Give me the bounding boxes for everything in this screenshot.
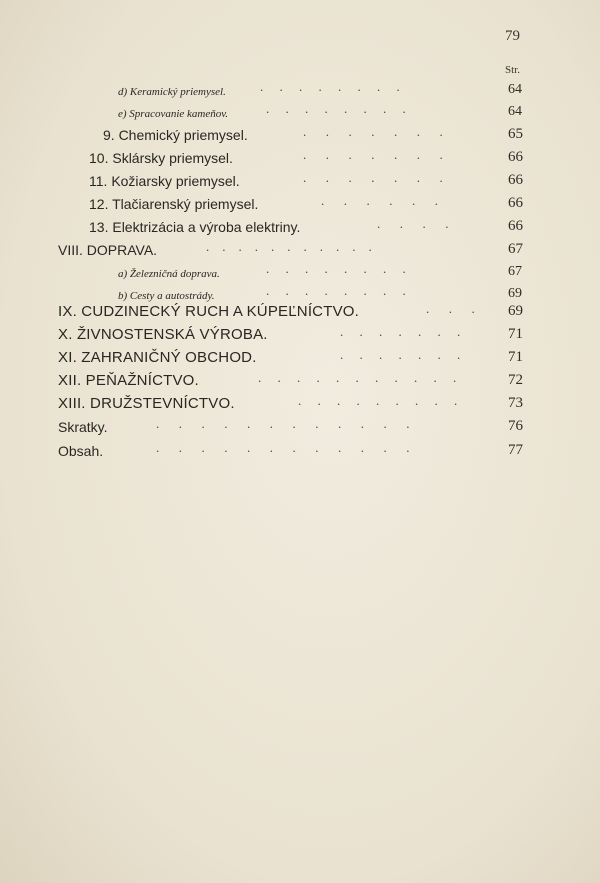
- toc-entry: [58, 238, 528, 258]
- toc-leader-dots: . . . .: [377, 216, 449, 231]
- toc-entry-page: 64: [508, 104, 522, 119]
- toc-entry: [118, 100, 528, 120]
- toc-entry: [118, 260, 528, 280]
- toc-entry: [89, 192, 528, 212]
- toc-leader-dots: . . . . . . .: [340, 324, 461, 339]
- toc-leader-dots: . . . . . . . .: [266, 261, 406, 276]
- toc-entry: [58, 392, 528, 412]
- toc-entry-page: 66: [508, 172, 523, 188]
- toc-entry-label: XI. ZAHRANIČNÝ OBCHOD.: [58, 349, 257, 366]
- toc-leader-dots: . . . . . . . . . . .: [258, 370, 457, 385]
- toc-entry: [89, 169, 528, 189]
- toc-entry-label: d) Keramický priemysel.: [118, 86, 226, 98]
- toc-entry: [89, 215, 528, 235]
- toc-entry-page: 69: [508, 286, 522, 301]
- toc-entry: [103, 123, 528, 143]
- toc-entry-label: 13. Elektrizácia a výroba elektriny.: [89, 219, 301, 235]
- toc-entry: [58, 346, 528, 366]
- page-column-header: Str.: [505, 64, 520, 76]
- toc-entry-page: 77: [508, 442, 523, 458]
- toc-entry: [58, 439, 528, 459]
- toc-entry-label: 11. Kožiarsky priemysel.: [89, 173, 240, 189]
- toc-entry-page: 66: [508, 218, 523, 234]
- toc-leader-dots: . . . . . . .: [340, 347, 461, 362]
- toc-leader-dots: . . . . . . . . .: [298, 393, 458, 408]
- toc-entry-label: b) Cesty a autostrády.: [118, 290, 215, 302]
- toc-entry-label: e) Spracovanie kameňov.: [118, 108, 229, 120]
- toc-leader-dots: . . . . . . .: [303, 147, 443, 162]
- toc-entry-label: 9. Chemický priemysel.: [103, 127, 248, 143]
- toc-leader-dots: . . . . . . . .: [266, 101, 406, 116]
- toc-entry-page: 71: [508, 326, 523, 342]
- page-number: 79: [505, 28, 520, 44]
- toc-entry: [58, 369, 528, 389]
- toc-entry: [89, 146, 528, 166]
- toc-entry-page: 69: [508, 303, 523, 319]
- toc-entry: [118, 282, 528, 302]
- toc-entry-label: Obsah.: [58, 443, 104, 459]
- toc-leader-dots: . . . . . . . . . . . .: [156, 440, 410, 455]
- toc-entry: [58, 415, 528, 435]
- toc-leader-dots: . . .: [426, 301, 475, 316]
- toc-entry-page: 65: [508, 126, 523, 142]
- toc-entry-label: X. ŽIVNOSTENSKÁ VÝROBA.: [58, 326, 268, 343]
- toc-entry-page: 67: [508, 241, 523, 257]
- toc-leader-dots: . . . . . . . . . . .: [206, 239, 372, 254]
- toc-leader-dots: . . . . . . .: [303, 124, 443, 139]
- toc-entry-label: XIII. DRUŽSTEVNÍCTVO.: [58, 395, 235, 412]
- toc-entry-label: XII. PEŇAŽNÍCTVO.: [58, 372, 199, 389]
- toc-entry-label: a) Železničná doprava.: [118, 268, 220, 280]
- toc-entry-page: 67: [508, 264, 522, 279]
- toc-entry: [58, 323, 528, 343]
- toc-leader-dots: . . . . . . . .: [260, 79, 400, 94]
- toc-entry-label: 12. Tlačiarenský priemysel.: [89, 196, 259, 212]
- toc-entry-page: 66: [508, 149, 523, 165]
- toc-leader-dots: . . . . . . . . . . . .: [156, 416, 410, 431]
- toc-entry-label: IX. CUDZINECKÝ RUCH A KÚPEĽNÍCTVO.: [58, 303, 360, 320]
- toc-entry-page: 66: [508, 195, 523, 211]
- toc-entry-label: Skratky.: [58, 419, 108, 435]
- toc-entry-page: 73: [508, 395, 523, 411]
- toc-leader-dots: . . . . . . . .: [266, 283, 406, 298]
- toc-leader-dots: . . . . . .: [321, 193, 438, 208]
- toc-entry-label: VIII. DOPRAVA.: [58, 242, 158, 258]
- toc-entry-page: 64: [508, 82, 522, 97]
- toc-entry: [58, 300, 528, 320]
- toc-entry: [118, 78, 528, 98]
- toc-entry-label: 10. Sklársky priemysel.: [89, 150, 233, 166]
- toc-leader-dots: . . . . . . .: [303, 170, 443, 185]
- toc-entry-page: 76: [508, 418, 523, 434]
- toc-entry-page: 72: [508, 372, 523, 388]
- toc-entry-page: 71: [508, 349, 523, 365]
